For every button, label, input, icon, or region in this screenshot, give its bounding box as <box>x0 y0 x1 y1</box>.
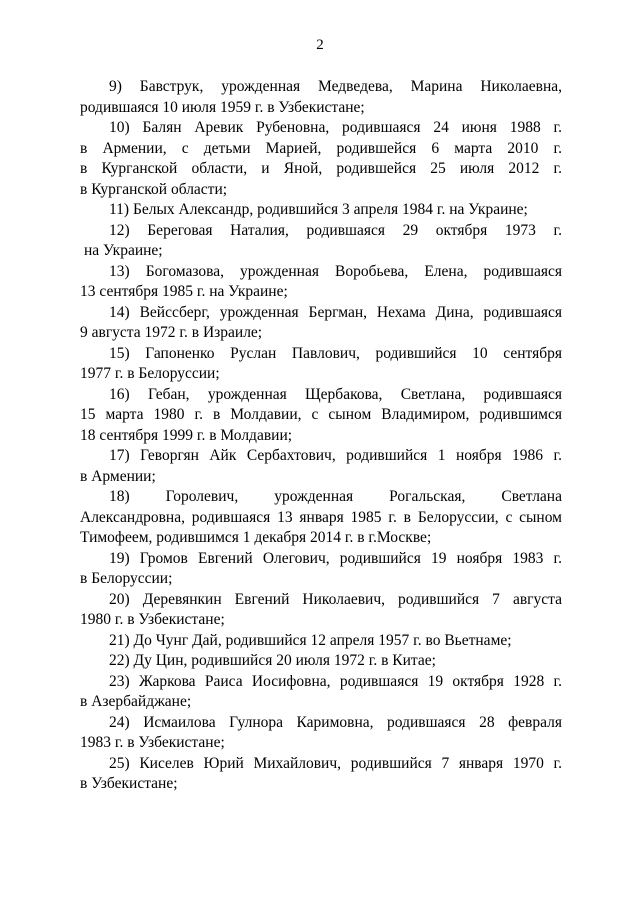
list-item-first-line: 20) Деревянкин Евгений Николаевич, родившийся 7 августа <box>109 590 562 608</box>
list-item-line: 1977 г. в Белоруссии; <box>80 365 220 382</box>
list-item-first-line: 12) Береговая Наталия, родившаяся 29 октября 1973 г. <box>109 221 562 239</box>
list-item <box>80 221 562 262</box>
list-item-first-line: 16) Гебан, урожденная Щербакова, Светлана, родившаяся <box>109 385 562 403</box>
list-item-line: в Армении; <box>80 467 156 485</box>
list-item-first-line: 18) Горолевич, урожденная Рогальская, Светлана <box>109 488 562 505</box>
list-item-first-line: 11) Белых Александр, родившийся 3 апреля 1984 г. на Украине; <box>109 201 528 218</box>
list-item-first-line: 17) Геворгян Айк Сербахтович, родившийся 1 ноября 1986 г. <box>109 447 562 464</box>
list-item-line: в Курганской области, и Яной, родившейся 25 июля 2012 г. <box>80 160 562 177</box>
list-item <box>80 262 562 303</box>
list-item-line: родившаяся 10 июля 1959 г. в Узбекистане; <box>80 98 365 116</box>
list-item <box>80 118 562 200</box>
list-item-first-line: 19) Громов Евгений Олегович, родившийся 19 ноября 1983 г. <box>109 549 562 567</box>
list-item <box>80 77 562 118</box>
list-item-first-line: 13) Богомазова, урожденная Воробьева, Елена, родившаяся <box>109 262 562 280</box>
list-item-first-line: 22) Ду Цин, родившийся 20 июля 1972 г. в Китае; <box>109 652 436 669</box>
list-item-first-line: 14) Вейссберг, урожденная Бергман, Нехама Дина, родившаяся <box>109 303 562 321</box>
entries-list <box>80 77 562 795</box>
list-item <box>80 200 562 221</box>
list-item <box>80 713 562 754</box>
list-item <box>80 446 562 487</box>
list-item-first-line: 15) Гапоненко Руслан Павлович, родившийся 10 сентября <box>109 344 562 362</box>
list-item-line: 1983 г. в Узбекистане; <box>80 734 225 751</box>
list-item-line: Александровна, родившаяся 13 января 1985 г. в Белоруссии, с сыном <box>80 508 562 526</box>
list-item-line: в Белоруссии; <box>80 570 173 587</box>
list-item-first-line: 21) До Чунг Дай, родившийся 12 апреля 1957 г. во Вьетнаме; <box>109 631 512 649</box>
list-item-line: в Курганской области; <box>80 180 228 198</box>
list-item-first-line: 25) Киселев Юрий Михайлович, родившийся 7 января 1970 г. <box>109 754 562 772</box>
list-item <box>80 631 562 652</box>
list-item <box>80 344 562 385</box>
list-item <box>80 590 562 631</box>
list-item-first-line: 23) Жаркова Раиса Иосифовна, родившаяся 19 октября 1928 г. <box>109 672 562 690</box>
list-item-line: 18 сентября 1999 г. в Молдавии; <box>80 426 293 444</box>
page-number: 2 <box>316 37 324 53</box>
list-item <box>80 385 562 447</box>
list-item-first-line: 9) Бавструк, урожденная Медведева, Марина Николаевна, <box>109 78 562 95</box>
list-item-line: Тимофеем, родившимся 1 декабря 2014 г. в г.Москве; <box>80 529 432 546</box>
list-item-line: 15 марта 1980 г. в Молдавии, с сыном Владимиром, родившимся <box>80 406 562 423</box>
list-item-line: 13 сентября 1985 г. на Украине; <box>80 283 288 300</box>
list-item-first-line: 24) Исмаилова Гулнора Каримовна, родившаяся 28 февраля <box>109 713 562 731</box>
list-item <box>80 303 562 344</box>
list-item-line: 9 августа 1972 г. в Израиле; <box>80 324 263 341</box>
list-item-line: на Украине; <box>84 242 163 259</box>
list-item <box>80 672 562 713</box>
list-item <box>80 754 562 795</box>
list-item-first-line: 10) Балян Аревик Рубеновна, родившаяся 24 июня 1988 г. <box>109 119 562 136</box>
list-item-line: в Армении, с детьми Марией, родившейся 6 марта 2010 г. <box>80 139 562 157</box>
list-item <box>80 549 562 590</box>
list-item-line: в Узбекистане; <box>80 775 178 792</box>
list-item <box>80 487 562 549</box>
list-item <box>80 651 562 672</box>
list-item-line: 1980 г. в Узбекистане; <box>80 611 225 628</box>
list-item-line: в Азербайджане; <box>80 693 192 710</box>
